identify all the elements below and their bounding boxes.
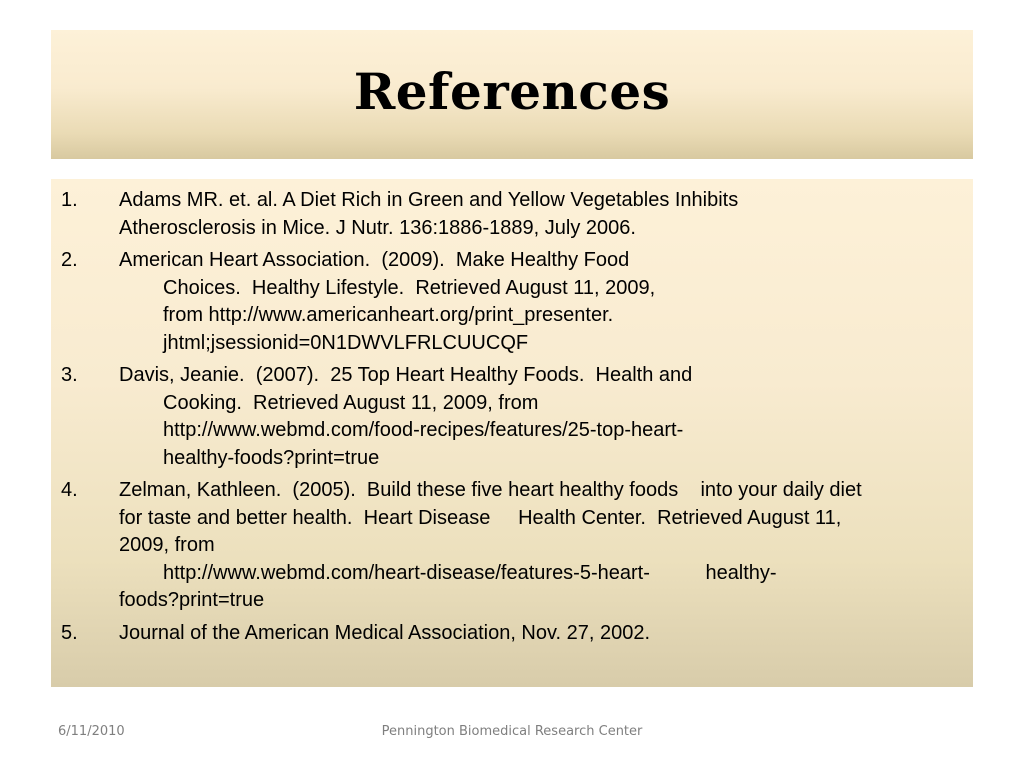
reference-line: Zelman, Kathleen. (2005). Build these five heart healthy foods into your daily diet <box>119 479 862 501</box>
reference-number: 1. <box>61 189 78 211</box>
reference-line: foods?print=true <box>119 589 265 611</box>
reference-line: Atherosclerosis in Mice. J Nutr. 136:1886-1889, July 2006. <box>119 216 636 239</box>
slide-title: References <box>353 62 671 121</box>
reference-line: healthy-foods?print=true <box>163 446 380 469</box>
footer-date: 6/11/2010 <box>58 724 125 739</box>
reference-line: http://www.webmd.com/food-recipes/features/25-top-heart- <box>163 419 684 441</box>
reference-number: 4. <box>61 479 78 501</box>
reference-item <box>51 620 973 648</box>
reference-item <box>51 247 973 357</box>
reference-item <box>51 362 973 472</box>
reference-line: jhtml;jsessionid=0N1DWVLFRLCUUCQF <box>163 331 529 354</box>
reference-line: Journal of the American Medical Association, Nov. 27, 2002. <box>119 621 651 644</box>
reference-item <box>51 477 973 615</box>
reference-line: Davis, Jeanie. (2007). 25 Top Heart Healthy Foods. Health and <box>119 364 693 386</box>
title-bar <box>51 30 973 159</box>
reference-number: 2. <box>61 249 78 271</box>
reference-number: 3. <box>61 364 78 386</box>
reference-list <box>51 187 973 652</box>
reference-line: American Heart Association. (2009). Make Healthy Food <box>119 249 630 271</box>
reference-line: for taste and better health. Heart Disease Health Center. Retrieved August 11, <box>119 506 842 529</box>
reference-line: Choices. Healthy Lifestyle. Retrieved August 11, 2009, <box>163 276 656 299</box>
reference-line: Cooking. Retrieved August 11, 2009, from <box>163 391 539 414</box>
reference-item <box>51 187 973 242</box>
reference-line: http://www.webmd.com/heart-disease/features-5-heart- healthy- <box>163 561 777 584</box>
reference-line: 2009, from <box>119 534 215 556</box>
references-panel <box>51 179 973 687</box>
footer-organization: Pennington Biomedical Research Center <box>381 724 643 739</box>
reference-number: 5. <box>61 621 78 644</box>
reference-line: Adams MR. et. al. A Diet Rich in Green and Yellow Vegetables Inhibits <box>119 189 739 211</box>
reference-line: from http://www.americanheart.org/print_presenter. <box>163 304 614 326</box>
